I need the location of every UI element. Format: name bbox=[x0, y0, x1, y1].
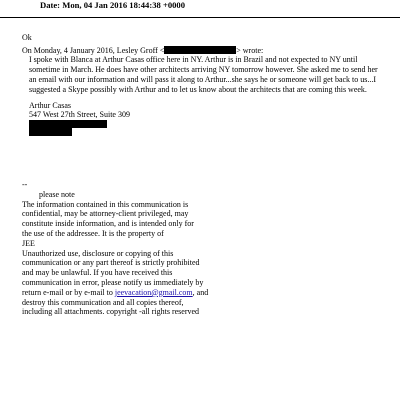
disclaimer-line: The information contained in this communication is bbox=[22, 199, 189, 209]
disclaimer bbox=[22, 180, 208, 317]
redacted-signature-line-2 bbox=[29, 128, 72, 136]
header-divider bbox=[0, 17, 400, 18]
disclaimer-line: communication in error, please notify us immediately by bbox=[22, 277, 204, 287]
signature-name: Arthur Casas bbox=[29, 101, 71, 110]
date-label: Date: bbox=[40, 0, 61, 10]
quote-line: sometime in March. He does have other architects arriving NY tomorrow however. She asked me to send her bbox=[29, 65, 378, 74]
quoted-message bbox=[29, 55, 399, 95]
quote-intro-before: On Monday, 4 January 2016, Lesley Groff < bbox=[22, 46, 165, 55]
separator: -- bbox=[22, 180, 28, 189]
redacted-signature-line-1 bbox=[29, 120, 107, 128]
please-note: please note bbox=[39, 189, 75, 199]
disclaimer-line: including all attachments. copyright -all rights reserved bbox=[22, 307, 200, 317]
date-value: Mon, 04 Jan 2016 18:44:38 +0000 bbox=[62, 0, 186, 10]
date-header bbox=[40, 0, 185, 10]
email-link[interactable]: jeevacation@gmail.com bbox=[114, 287, 193, 297]
disclaimer-line: communication or any part thereof is strictly prohibited bbox=[22, 258, 200, 268]
quote-line: an email with our information and will pass it along to Arthur...she says he or someone will get back to us...I bbox=[29, 75, 377, 84]
disclaimer-line: the use of the addressee. It is the property of bbox=[22, 228, 164, 238]
reply-text: Ok bbox=[22, 33, 32, 42]
quote-line: suggested a Skype possibly with Arthur and to let us know about the architects that are coming this week. bbox=[29, 85, 367, 94]
disclaimer-line: confidential, may be attorney-client privileged, may bbox=[22, 209, 189, 219]
disclaimer-line: and may be unlawful. If you have received this bbox=[22, 268, 173, 278]
redacted-email bbox=[164, 46, 236, 54]
signature-address: 547 West 27th Street, Suite 309 bbox=[29, 110, 130, 119]
disclaimer-line: constitute inside information, and is intended only for bbox=[22, 219, 194, 229]
quote-line: I spoke with Blanca at Arthur Casas office here in NY. Arthur is in Brazil and not expected to NY until bbox=[29, 55, 358, 64]
disclaimer-line: JEE bbox=[22, 238, 35, 248]
disclaimer-line: destroy this communication and all copies thereof, bbox=[22, 297, 184, 307]
quote-intro-after: > wrote: bbox=[236, 46, 264, 55]
disclaimer-link-line bbox=[22, 288, 208, 298]
link-suffix: , and bbox=[192, 287, 209, 297]
disclaimer-line: Unauthorized use, disclosure or copying of this bbox=[22, 248, 174, 258]
link-prefix: return e-mail or by e-mail to bbox=[22, 287, 115, 297]
